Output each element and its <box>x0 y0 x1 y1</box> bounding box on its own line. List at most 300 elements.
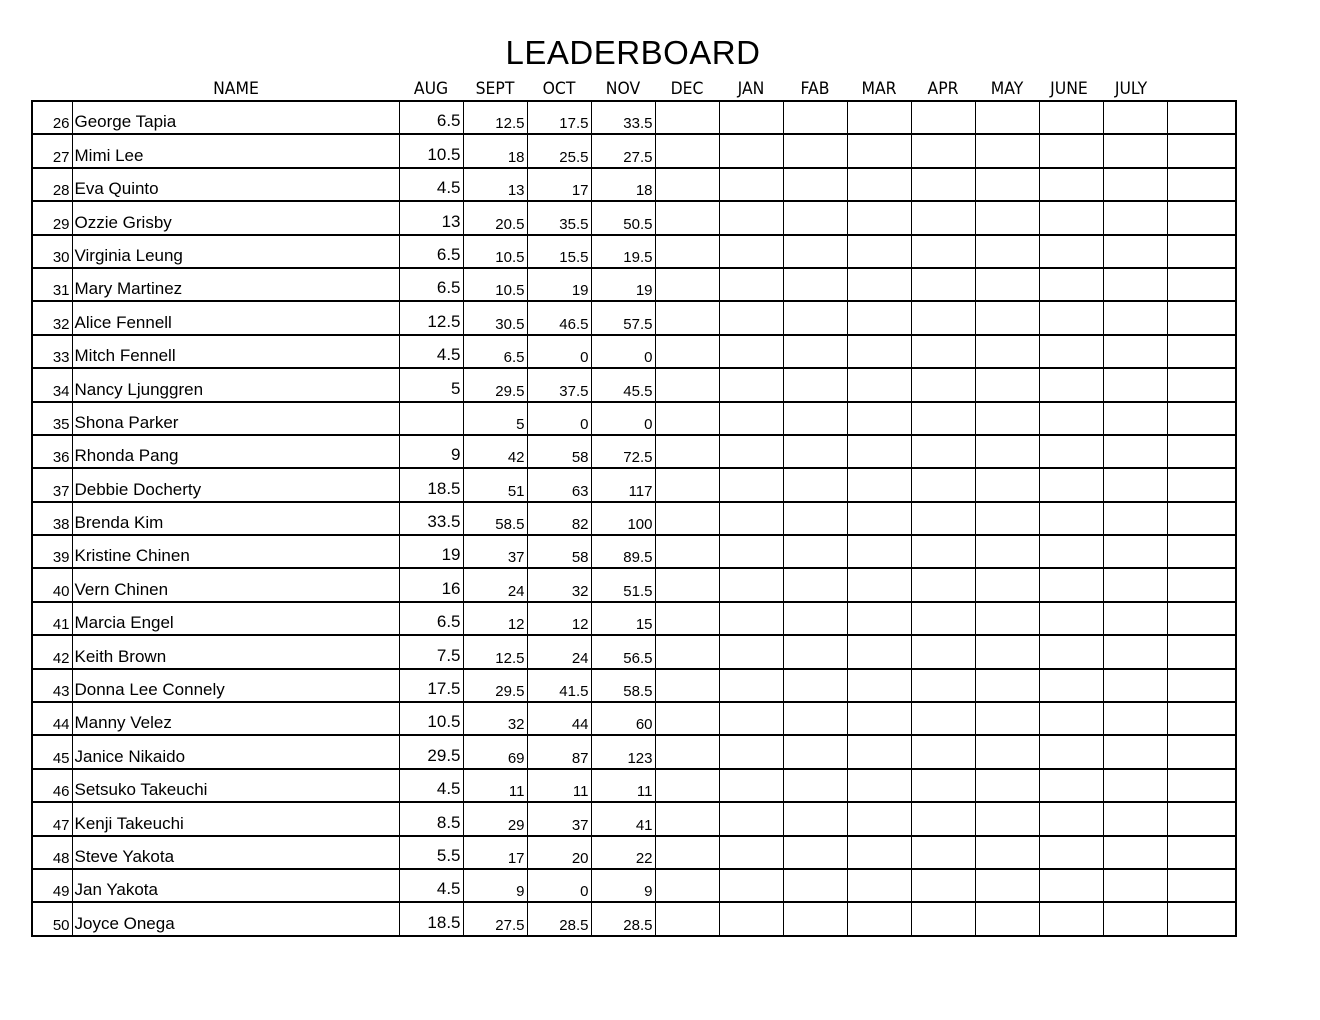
june-score-cell[interactable] <box>1039 235 1103 268</box>
fab-score-cell[interactable] <box>783 902 847 935</box>
sept-score-cell[interactable]: 11 <box>463 769 527 802</box>
apr-score-cell[interactable] <box>911 134 975 167</box>
mar-score-cell[interactable] <box>847 435 911 468</box>
aug-score-cell[interactable]: 6.5 <box>399 602 463 635</box>
june-score-cell[interactable] <box>1039 769 1103 802</box>
apr-score-cell[interactable] <box>911 568 975 601</box>
jan-score-cell[interactable] <box>719 702 783 735</box>
jan-score-cell[interactable] <box>719 335 783 368</box>
july-score-cell[interactable] <box>1103 735 1167 768</box>
row-number-cell[interactable]: 50 <box>32 902 72 935</box>
fab-score-cell[interactable] <box>783 168 847 201</box>
jan-score-cell[interactable] <box>719 435 783 468</box>
nov-score-cell[interactable]: 50.5 <box>591 201 655 234</box>
mar-score-cell[interactable] <box>847 368 911 401</box>
july-score-cell[interactable] <box>1103 802 1167 835</box>
july-score-cell[interactable] <box>1103 402 1167 435</box>
fab-score-cell[interactable] <box>783 101 847 134</box>
dec-score-cell[interactable] <box>655 134 719 167</box>
aug-score-cell[interactable]: 18.5 <box>399 468 463 501</box>
nov-score-cell[interactable]: 58.5 <box>591 669 655 702</box>
player-name-cell[interactable]: Donna Lee Connely <box>72 669 399 702</box>
july-score-cell[interactable] <box>1103 602 1167 635</box>
apr-score-cell[interactable] <box>911 869 975 902</box>
fab-score-cell[interactable] <box>783 402 847 435</box>
nov-score-cell[interactable]: 0 <box>591 402 655 435</box>
oct-score-cell[interactable]: 17.5 <box>527 101 591 134</box>
player-name-cell[interactable]: Ozzie Grisby <box>72 201 399 234</box>
june-score-cell[interactable] <box>1039 902 1103 935</box>
mar-score-cell[interactable] <box>847 268 911 301</box>
aug-score-cell[interactable]: 18.5 <box>399 902 463 935</box>
dec-score-cell[interactable] <box>655 836 719 869</box>
extra-score-cell[interactable] <box>1167 836 1236 869</box>
june-score-cell[interactable] <box>1039 568 1103 601</box>
jan-score-cell[interactable] <box>719 635 783 668</box>
july-score-cell[interactable] <box>1103 535 1167 568</box>
oct-score-cell[interactable]: 44 <box>527 702 591 735</box>
dec-score-cell[interactable] <box>655 301 719 334</box>
player-name-cell[interactable]: Eva Quinto <box>72 168 399 201</box>
row-number-cell[interactable]: 45 <box>32 735 72 768</box>
aug-score-cell[interactable]: 8.5 <box>399 802 463 835</box>
dec-score-cell[interactable] <box>655 335 719 368</box>
aug-score-cell[interactable]: 9 <box>399 435 463 468</box>
player-name-cell[interactable]: Janice Nikaido <box>72 735 399 768</box>
dec-score-cell[interactable] <box>655 368 719 401</box>
aug-score-cell[interactable]: 10.5 <box>399 702 463 735</box>
june-score-cell[interactable] <box>1039 602 1103 635</box>
player-name-cell[interactable]: Alice Fennell <box>72 301 399 334</box>
fab-score-cell[interactable] <box>783 201 847 234</box>
row-number-cell[interactable]: 46 <box>32 769 72 802</box>
row-number-cell[interactable]: 42 <box>32 635 72 668</box>
aug-score-cell[interactable]: 6.5 <box>399 268 463 301</box>
player-name-cell[interactable]: Shona Parker <box>72 402 399 435</box>
oct-score-cell[interactable]: 63 <box>527 468 591 501</box>
may-score-cell[interactable] <box>975 335 1039 368</box>
june-score-cell[interactable] <box>1039 134 1103 167</box>
aug-score-cell[interactable]: 10.5 <box>399 134 463 167</box>
player-name-cell[interactable]: Vern Chinen <box>72 568 399 601</box>
nov-score-cell[interactable]: 57.5 <box>591 301 655 334</box>
june-score-cell[interactable] <box>1039 635 1103 668</box>
nov-score-cell[interactable]: 117 <box>591 468 655 501</box>
june-score-cell[interactable] <box>1039 335 1103 368</box>
player-name-cell[interactable]: Joyce Onega <box>72 902 399 935</box>
may-score-cell[interactable] <box>975 602 1039 635</box>
apr-score-cell[interactable] <box>911 602 975 635</box>
dec-score-cell[interactable] <box>655 535 719 568</box>
may-score-cell[interactable] <box>975 301 1039 334</box>
mar-score-cell[interactable] <box>847 802 911 835</box>
row-number-cell[interactable]: 38 <box>32 502 72 535</box>
extra-score-cell[interactable] <box>1167 468 1236 501</box>
fab-score-cell[interactable] <box>783 502 847 535</box>
nov-score-cell[interactable]: 0 <box>591 335 655 368</box>
aug-score-cell[interactable]: 29.5 <box>399 735 463 768</box>
may-score-cell[interactable] <box>975 568 1039 601</box>
oct-score-cell[interactable]: 0 <box>527 869 591 902</box>
may-score-cell[interactable] <box>975 368 1039 401</box>
apr-score-cell[interactable] <box>911 435 975 468</box>
june-score-cell[interactable] <box>1039 268 1103 301</box>
jan-score-cell[interactable] <box>719 535 783 568</box>
july-score-cell[interactable] <box>1103 368 1167 401</box>
oct-score-cell[interactable]: 24 <box>527 635 591 668</box>
fab-score-cell[interactable] <box>783 535 847 568</box>
dec-score-cell[interactable] <box>655 735 719 768</box>
dec-score-cell[interactable] <box>655 802 719 835</box>
oct-score-cell[interactable]: 19 <box>527 268 591 301</box>
june-score-cell[interactable] <box>1039 869 1103 902</box>
oct-score-cell[interactable]: 11 <box>527 769 591 802</box>
july-score-cell[interactable] <box>1103 134 1167 167</box>
dec-score-cell[interactable] <box>655 402 719 435</box>
aug-score-cell[interactable]: 5.5 <box>399 836 463 869</box>
dec-score-cell[interactable] <box>655 468 719 501</box>
jan-score-cell[interactable] <box>719 368 783 401</box>
mar-score-cell[interactable] <box>847 568 911 601</box>
row-number-cell[interactable]: 48 <box>32 836 72 869</box>
mar-score-cell[interactable] <box>847 635 911 668</box>
may-score-cell[interactable] <box>975 902 1039 935</box>
mar-score-cell[interactable] <box>847 735 911 768</box>
nov-score-cell[interactable]: 33.5 <box>591 101 655 134</box>
sept-score-cell[interactable]: 29.5 <box>463 669 527 702</box>
sept-score-cell[interactable]: 12 <box>463 602 527 635</box>
row-number-cell[interactable]: 31 <box>32 268 72 301</box>
aug-score-cell[interactable]: 17.5 <box>399 669 463 702</box>
extra-score-cell[interactable] <box>1167 535 1236 568</box>
sept-score-cell[interactable]: 18 <box>463 134 527 167</box>
july-score-cell[interactable] <box>1103 168 1167 201</box>
apr-score-cell[interactable] <box>911 635 975 668</box>
mar-score-cell[interactable] <box>847 669 911 702</box>
apr-score-cell[interactable] <box>911 535 975 568</box>
jan-score-cell[interactable] <box>719 468 783 501</box>
nov-score-cell[interactable]: 19 <box>591 268 655 301</box>
jan-score-cell[interactable] <box>719 301 783 334</box>
aug-score-cell[interactable]: 16 <box>399 568 463 601</box>
apr-score-cell[interactable] <box>911 769 975 802</box>
sept-score-cell[interactable]: 37 <box>463 535 527 568</box>
july-score-cell[interactable] <box>1103 635 1167 668</box>
jan-score-cell[interactable] <box>719 168 783 201</box>
player-name-cell[interactable]: Brenda Kim <box>72 502 399 535</box>
player-name-cell[interactable]: Virginia Leung <box>72 235 399 268</box>
extra-score-cell[interactable] <box>1167 568 1236 601</box>
extra-score-cell[interactable] <box>1167 368 1236 401</box>
nov-score-cell[interactable]: 41 <box>591 802 655 835</box>
sept-score-cell[interactable]: 69 <box>463 735 527 768</box>
apr-score-cell[interactable] <box>911 702 975 735</box>
oct-score-cell[interactable]: 37.5 <box>527 368 591 401</box>
dec-score-cell[interactable] <box>655 502 719 535</box>
oct-score-cell[interactable]: 0 <box>527 402 591 435</box>
july-score-cell[interactable] <box>1103 769 1167 802</box>
nov-score-cell[interactable]: 100 <box>591 502 655 535</box>
nov-score-cell[interactable]: 89.5 <box>591 535 655 568</box>
apr-score-cell[interactable] <box>911 735 975 768</box>
mar-score-cell[interactable] <box>847 101 911 134</box>
nov-score-cell[interactable]: 72.5 <box>591 435 655 468</box>
may-score-cell[interactable] <box>975 468 1039 501</box>
apr-score-cell[interactable] <box>911 836 975 869</box>
mar-score-cell[interactable] <box>847 836 911 869</box>
july-score-cell[interactable] <box>1103 702 1167 735</box>
fab-score-cell[interactable] <box>783 802 847 835</box>
july-score-cell[interactable] <box>1103 869 1167 902</box>
nov-score-cell[interactable]: 60 <box>591 702 655 735</box>
may-score-cell[interactable] <box>975 669 1039 702</box>
extra-score-cell[interactable] <box>1167 101 1236 134</box>
sept-score-cell[interactable]: 6.5 <box>463 335 527 368</box>
oct-score-cell[interactable]: 12 <box>527 602 591 635</box>
player-name-cell[interactable]: Kristine Chinen <box>72 535 399 568</box>
mar-score-cell[interactable] <box>847 468 911 501</box>
sept-score-cell[interactable]: 5 <box>463 402 527 435</box>
extra-score-cell[interactable] <box>1167 134 1236 167</box>
oct-score-cell[interactable]: 15.5 <box>527 235 591 268</box>
july-score-cell[interactable] <box>1103 468 1167 501</box>
nov-score-cell[interactable]: 22 <box>591 836 655 869</box>
nov-score-cell[interactable]: 9 <box>591 869 655 902</box>
jan-score-cell[interactable] <box>719 235 783 268</box>
aug-score-cell[interactable]: 5 <box>399 368 463 401</box>
june-score-cell[interactable] <box>1039 101 1103 134</box>
extra-score-cell[interactable] <box>1167 335 1236 368</box>
june-score-cell[interactable] <box>1039 735 1103 768</box>
dec-score-cell[interactable] <box>655 201 719 234</box>
player-name-cell[interactable]: Setsuko Takeuchi <box>72 769 399 802</box>
apr-score-cell[interactable] <box>911 335 975 368</box>
may-score-cell[interactable] <box>975 535 1039 568</box>
extra-score-cell[interactable] <box>1167 201 1236 234</box>
player-name-cell[interactable]: Steve Yakota <box>72 836 399 869</box>
oct-score-cell[interactable]: 25.5 <box>527 134 591 167</box>
sept-score-cell[interactable]: 29.5 <box>463 368 527 401</box>
row-number-cell[interactable]: 27 <box>32 134 72 167</box>
player-name-cell[interactable]: Manny Velez <box>72 702 399 735</box>
row-number-cell[interactable]: 30 <box>32 235 72 268</box>
jan-score-cell[interactable] <box>719 769 783 802</box>
nov-score-cell[interactable]: 28.5 <box>591 902 655 935</box>
extra-score-cell[interactable] <box>1167 502 1236 535</box>
aug-score-cell[interactable]: 13 <box>399 201 463 234</box>
row-number-cell[interactable]: 29 <box>32 201 72 234</box>
may-score-cell[interactable] <box>975 134 1039 167</box>
player-name-cell[interactable]: Rhonda Pang <box>72 435 399 468</box>
dec-score-cell[interactable] <box>655 602 719 635</box>
apr-score-cell[interactable] <box>911 669 975 702</box>
mar-score-cell[interactable] <box>847 134 911 167</box>
mar-score-cell[interactable] <box>847 301 911 334</box>
jan-score-cell[interactable] <box>719 902 783 935</box>
may-score-cell[interactable] <box>975 735 1039 768</box>
mar-score-cell[interactable] <box>847 201 911 234</box>
aug-score-cell[interactable]: 6.5 <box>399 235 463 268</box>
jan-score-cell[interactable] <box>719 802 783 835</box>
mar-score-cell[interactable] <box>847 502 911 535</box>
jan-score-cell[interactable] <box>719 268 783 301</box>
apr-score-cell[interactable] <box>911 902 975 935</box>
mar-score-cell[interactable] <box>847 535 911 568</box>
sept-score-cell[interactable]: 32 <box>463 702 527 735</box>
fab-score-cell[interactable] <box>783 301 847 334</box>
sept-score-cell[interactable]: 30.5 <box>463 301 527 334</box>
jan-score-cell[interactable] <box>719 101 783 134</box>
oct-score-cell[interactable]: 37 <box>527 802 591 835</box>
fab-score-cell[interactable] <box>783 335 847 368</box>
extra-score-cell[interactable] <box>1167 635 1236 668</box>
fab-score-cell[interactable] <box>783 368 847 401</box>
june-score-cell[interactable] <box>1039 168 1103 201</box>
mar-score-cell[interactable] <box>847 335 911 368</box>
player-name-cell[interactable]: Nancy Ljunggren <box>72 368 399 401</box>
aug-score-cell[interactable]: 33.5 <box>399 502 463 535</box>
player-name-cell[interactable]: Mary Martinez <box>72 268 399 301</box>
june-score-cell[interactable] <box>1039 402 1103 435</box>
july-score-cell[interactable] <box>1103 301 1167 334</box>
nov-score-cell[interactable]: 45.5 <box>591 368 655 401</box>
nov-score-cell[interactable]: 11 <box>591 769 655 802</box>
row-number-cell[interactable]: 36 <box>32 435 72 468</box>
apr-score-cell[interactable] <box>911 468 975 501</box>
aug-score-cell[interactable]: 6.5 <box>399 101 463 134</box>
july-score-cell[interactable] <box>1103 669 1167 702</box>
player-name-cell[interactable]: George Tapia <box>72 101 399 134</box>
extra-score-cell[interactable] <box>1167 669 1236 702</box>
sept-score-cell[interactable]: 12.5 <box>463 635 527 668</box>
row-number-cell[interactable]: 39 <box>32 535 72 568</box>
extra-score-cell[interactable] <box>1167 301 1236 334</box>
june-score-cell[interactable] <box>1039 502 1103 535</box>
player-name-cell[interactable]: Jan Yakota <box>72 869 399 902</box>
player-name-cell[interactable]: Keith Brown <box>72 635 399 668</box>
row-number-cell[interactable]: 41 <box>32 602 72 635</box>
mar-score-cell[interactable] <box>847 402 911 435</box>
mar-score-cell[interactable] <box>847 902 911 935</box>
apr-score-cell[interactable] <box>911 301 975 334</box>
mar-score-cell[interactable] <box>847 235 911 268</box>
row-number-cell[interactable]: 47 <box>32 802 72 835</box>
july-score-cell[interactable] <box>1103 435 1167 468</box>
fab-score-cell[interactable] <box>783 635 847 668</box>
may-score-cell[interactable] <box>975 869 1039 902</box>
fab-score-cell[interactable] <box>783 602 847 635</box>
row-number-cell[interactable]: 37 <box>32 468 72 501</box>
july-score-cell[interactable] <box>1103 902 1167 935</box>
oct-score-cell[interactable]: 41.5 <box>527 669 591 702</box>
row-number-cell[interactable]: 44 <box>32 702 72 735</box>
may-score-cell[interactable] <box>975 235 1039 268</box>
jan-score-cell[interactable] <box>719 201 783 234</box>
row-number-cell[interactable]: 49 <box>32 869 72 902</box>
oct-score-cell[interactable]: 32 <box>527 568 591 601</box>
dec-score-cell[interactable] <box>655 769 719 802</box>
may-score-cell[interactable] <box>975 836 1039 869</box>
extra-score-cell[interactable] <box>1167 702 1236 735</box>
row-number-cell[interactable]: 33 <box>32 335 72 368</box>
june-score-cell[interactable] <box>1039 535 1103 568</box>
player-name-cell[interactable]: Mimi Lee <box>72 134 399 167</box>
extra-score-cell[interactable] <box>1167 402 1236 435</box>
fab-score-cell[interactable] <box>783 735 847 768</box>
mar-score-cell[interactable] <box>847 869 911 902</box>
extra-score-cell[interactable] <box>1167 735 1236 768</box>
player-name-cell[interactable]: Kenji Takeuchi <box>72 802 399 835</box>
fab-score-cell[interactable] <box>783 468 847 501</box>
june-score-cell[interactable] <box>1039 201 1103 234</box>
july-score-cell[interactable] <box>1103 836 1167 869</box>
player-name-cell[interactable]: Marcia Engel <box>72 602 399 635</box>
extra-score-cell[interactable] <box>1167 435 1236 468</box>
fab-score-cell[interactable] <box>783 702 847 735</box>
extra-score-cell[interactable] <box>1167 235 1236 268</box>
player-name-cell[interactable]: Mitch Fennell <box>72 335 399 368</box>
mar-score-cell[interactable] <box>847 702 911 735</box>
row-number-cell[interactable]: 43 <box>32 669 72 702</box>
aug-score-cell[interactable]: 7.5 <box>399 635 463 668</box>
apr-score-cell[interactable] <box>911 201 975 234</box>
aug-score-cell[interactable]: 4.5 <box>399 335 463 368</box>
apr-score-cell[interactable] <box>911 101 975 134</box>
oct-score-cell[interactable]: 0 <box>527 335 591 368</box>
sept-score-cell[interactable]: 17 <box>463 836 527 869</box>
sept-score-cell[interactable]: 27.5 <box>463 902 527 935</box>
nov-score-cell[interactable]: 27.5 <box>591 134 655 167</box>
may-score-cell[interactable] <box>975 402 1039 435</box>
aug-score-cell[interactable] <box>399 402 463 435</box>
dec-score-cell[interactable] <box>655 869 719 902</box>
jan-score-cell[interactable] <box>719 735 783 768</box>
apr-score-cell[interactable] <box>911 502 975 535</box>
extra-score-cell[interactable] <box>1167 602 1236 635</box>
oct-score-cell[interactable]: 28.5 <box>527 902 591 935</box>
aug-score-cell[interactable]: 19 <box>399 535 463 568</box>
june-score-cell[interactable] <box>1039 669 1103 702</box>
june-score-cell[interactable] <box>1039 435 1103 468</box>
may-score-cell[interactable] <box>975 101 1039 134</box>
dec-score-cell[interactable] <box>655 702 719 735</box>
june-score-cell[interactable] <box>1039 301 1103 334</box>
nov-score-cell[interactable]: 15 <box>591 602 655 635</box>
aug-score-cell[interactable]: 12.5 <box>399 301 463 334</box>
extra-score-cell[interactable] <box>1167 902 1236 935</box>
oct-score-cell[interactable]: 58 <box>527 535 591 568</box>
june-score-cell[interactable] <box>1039 802 1103 835</box>
apr-score-cell[interactable] <box>911 802 975 835</box>
may-score-cell[interactable] <box>975 268 1039 301</box>
sept-score-cell[interactable]: 12.5 <box>463 101 527 134</box>
row-number-cell[interactable]: 26 <box>32 101 72 134</box>
fab-score-cell[interactable] <box>783 869 847 902</box>
dec-score-cell[interactable] <box>655 902 719 935</box>
jan-score-cell[interactable] <box>719 402 783 435</box>
row-number-cell[interactable]: 40 <box>32 568 72 601</box>
jan-score-cell[interactable] <box>719 669 783 702</box>
july-score-cell[interactable] <box>1103 235 1167 268</box>
fab-score-cell[interactable] <box>783 836 847 869</box>
may-score-cell[interactable] <box>975 502 1039 535</box>
fab-score-cell[interactable] <box>783 568 847 601</box>
july-score-cell[interactable] <box>1103 335 1167 368</box>
oct-score-cell[interactable]: 46.5 <box>527 301 591 334</box>
row-number-cell[interactable]: 34 <box>32 368 72 401</box>
apr-score-cell[interactable] <box>911 235 975 268</box>
may-score-cell[interactable] <box>975 635 1039 668</box>
